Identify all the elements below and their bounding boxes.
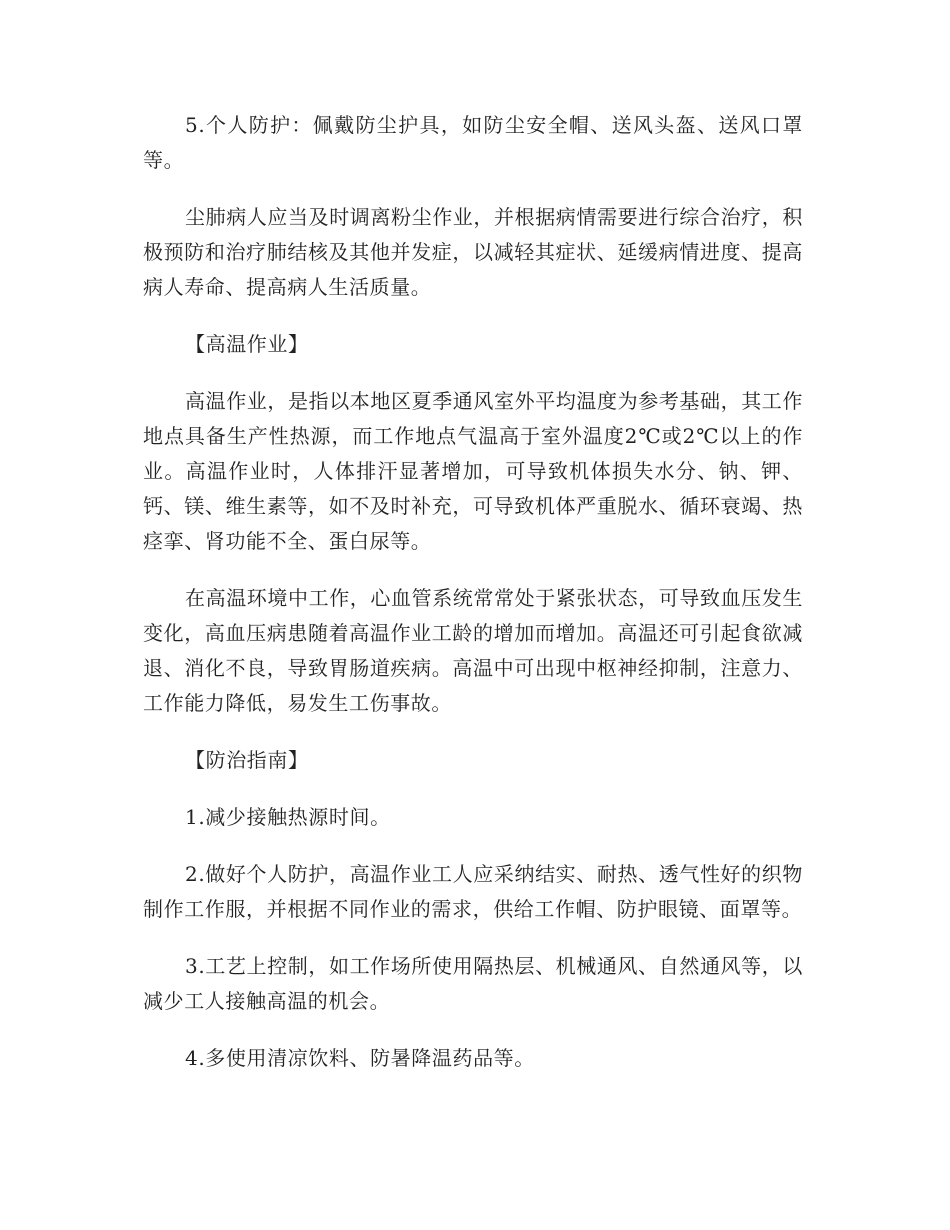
list-item-personal-protection: 2.做好个人防护，高温作业工人应采纳结实、耐热、透气性好的织物制作工作服，并根据不同作业的需求，供给工作帽、防护眼镜、面罩等。 bbox=[143, 862, 803, 921]
paragraph-high-temperature-definition: 高温作业，是指以本地区夏季通风室外平均温度为参考基础，其工作地点具备生产性热源，而工作地点气温高于室外温度2℃或2℃以上的作业。高温作业时，人体排汗显著增加，可导致机体损失水分、钠、钾、钙、镁、维生素等，如不及时补充，可导致机体严重脱水、循环衰竭、热痉挛、肾功能不全、蛋白尿等。 bbox=[143, 389, 803, 553]
list-item-reduce-exposure: 1.减少接触热源时间。 bbox=[185, 805, 391, 829]
list-item-process-control: 3.工艺上控制，如工作场所使用隔热层、机械通风、自然通风等，以减少工人接触高温的机会。 bbox=[143, 954, 803, 1013]
document-body bbox=[143, 108, 803, 1098]
paragraph-pneumoconiosis-treatment: 尘肺病人应当及时调离粉尘作业，并根据病情需要进行综合治疗，积极预防和治疗肺结核及其他并发症，以减轻其症状、延缓病情进度、提高病人寿命、提高病人生活质量。 bbox=[143, 205, 803, 299]
list-item-cooling-drinks: 4.多使用清凉饮料、防暑降温药品等。 bbox=[185, 1046, 535, 1070]
paragraph-high-temperature-effects: 在高温环境中工作，心血管系统常常处于紧张状态，可导致血压发生变化，高血压病患随着高温作业工龄的增加而增加。高温还可引起食欲减退、消化不良，导致胃肠道疾病。高温中可出现中枢神经抑制，注意力、工作能力降低，易发生工伤事故。 bbox=[143, 586, 803, 715]
paragraph-dust-protection: 5.个人防护：佩戴防尘护具，如防尘安全帽、送风头盔、送风口罩等。 bbox=[143, 113, 803, 172]
section-heading-high-temperature: 【高温作业】 bbox=[185, 332, 309, 356]
section-heading-prevention: 【防治指南】 bbox=[185, 748, 309, 772]
